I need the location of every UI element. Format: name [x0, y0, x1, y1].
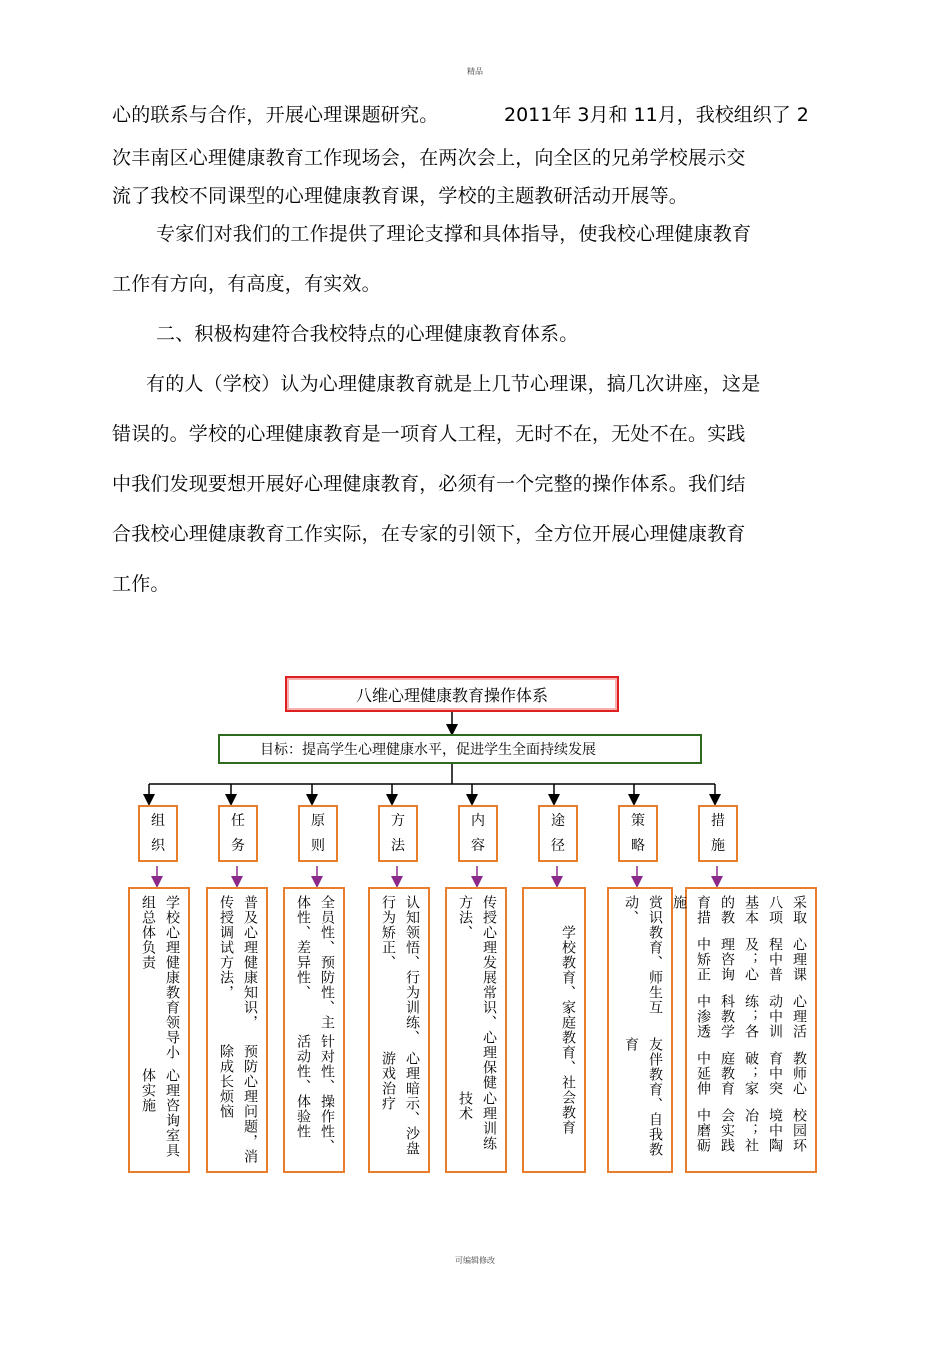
detail-approach — [522, 887, 586, 1173]
diagram-title: 八维心理健康教育操作体系 — [285, 676, 619, 712]
paragraph-line: 中我们发现要想开展好心理健康教育，必须有一个完整的操作体系。我们结 — [112, 473, 746, 495]
detail-text: 认知领悟、行为训练、行为矫正、 — [380, 895, 420, 1045]
category-char: 径 — [551, 837, 565, 854]
paragraph-line: 流了我校不同课型的心理健康教育课，学校的主题教研活动开展等。 — [112, 185, 689, 207]
detail-text: 学校教育、家庭教育、社会教育 — [560, 925, 576, 1135]
paragraph-line: 工作有方向，有高度，有实效。 — [112, 273, 381, 295]
category-char: 务 — [231, 837, 245, 854]
category-char: 法 — [391, 837, 405, 854]
detail-text: 校园环境中陶冶；社会实践中磨砺 — [695, 1107, 807, 1153]
detail-task — [206, 887, 268, 1173]
paragraph-line: 合我校心理健康教育工作实际，在专家的引领下，全方位开展心理健康教育 — [112, 523, 746, 545]
category-char: 措 — [711, 812, 725, 829]
category-measure — [698, 805, 738, 862]
section-heading: 二、积极构建符合我校特点的心理健康教育体系。 — [156, 323, 579, 345]
category-char: 则 — [311, 837, 325, 854]
category-char: 任 — [231, 812, 245, 829]
category-char: 织 — [151, 837, 165, 854]
category-char: 组 — [151, 812, 165, 829]
detail-text: 学校心理健康教育领导小组总体负责 — [140, 895, 180, 1060]
diagram-goal: 目标：提高学生心理健康水平，促进学生全面持续发展 — [218, 734, 702, 764]
detail-text: 心理咨询室具体实施 — [140, 1067, 180, 1158]
paragraph-line: 次丰南区心理健康教育工作现场会，在两次会上，向全区的兄弟学校展示交 — [112, 147, 746, 169]
category-organization — [138, 805, 178, 862]
detail-text: 友伴教育、自我教育 — [623, 1037, 663, 1158]
detail-organization — [128, 887, 190, 1173]
category-approach — [538, 805, 578, 862]
detail-text: 心理活动中训练；各科教学中渗透 — [695, 993, 807, 1039]
page-header: 精品 — [467, 67, 483, 76]
detail-text: 针对性、操作性、活动性、体验性 — [295, 1034, 335, 1155]
category-char: 略 — [631, 837, 645, 854]
category-char: 策 — [631, 812, 645, 829]
detail-method — [368, 887, 430, 1173]
detail-text: 心理课程中普及；心理咨询中矫正 — [695, 936, 807, 982]
paragraph-line: 心的联系与合作，开展心理课题研究。 — [112, 104, 439, 126]
detail-strategy — [607, 887, 673, 1173]
detail-text: 预防心理问题，消除成长烦恼 — [218, 1043, 258, 1164]
paragraph-line: 有的人（学校）认为心理健康教育就是上几节心理课，搞几次讲座，这是 — [146, 373, 761, 395]
detail-text: 普及心理健康知识，传授调试方法， — [218, 895, 258, 1030]
category-method — [378, 805, 418, 862]
detail-text: 心理训练技术 — [457, 1091, 497, 1152]
detail-text: 心理暗示、沙盘游戏治疗 — [380, 1050, 420, 1156]
detail-content — [445, 887, 507, 1173]
paragraph-line: 错误的。学校的心理健康教育是一项育人工程，无时不在，无处不在。实践 — [112, 423, 746, 445]
category-strategy — [618, 805, 658, 862]
category-principle — [298, 805, 338, 862]
category-char: 施 — [711, 837, 725, 854]
category-task — [218, 805, 258, 862]
category-char: 内 — [471, 812, 485, 829]
paragraph-line: 专家们对我们的工作提供了理论支撑和具体指导，使我校心理健康教育 — [156, 223, 752, 245]
category-char: 原 — [311, 812, 325, 829]
detail-text: 采取八项基本的教育措施 — [671, 895, 807, 925]
detail-text: 教师心育中突破；家庭教育中延伸 — [695, 1050, 807, 1096]
detail-measure — [671, 887, 817, 1173]
category-char: 途 — [551, 812, 565, 829]
detail-text: 传授心理发展常识、心理保健方法、 — [457, 895, 497, 1090]
page-footer: 可编辑修改 — [455, 1256, 495, 1265]
detail-text: 全员性、预防性、主体性、差异性、 — [295, 895, 335, 1030]
paragraph-line: 2011年 3月和 11月，我校组织了 2 — [504, 104, 809, 126]
detail-text: 赏识教育、师生互动、 — [623, 895, 663, 1015]
category-char: 方 — [391, 812, 405, 829]
category-char: 容 — [471, 837, 485, 854]
paragraph-line: 工作。 — [112, 573, 170, 595]
category-content — [458, 805, 498, 862]
detail-principle — [283, 887, 345, 1173]
